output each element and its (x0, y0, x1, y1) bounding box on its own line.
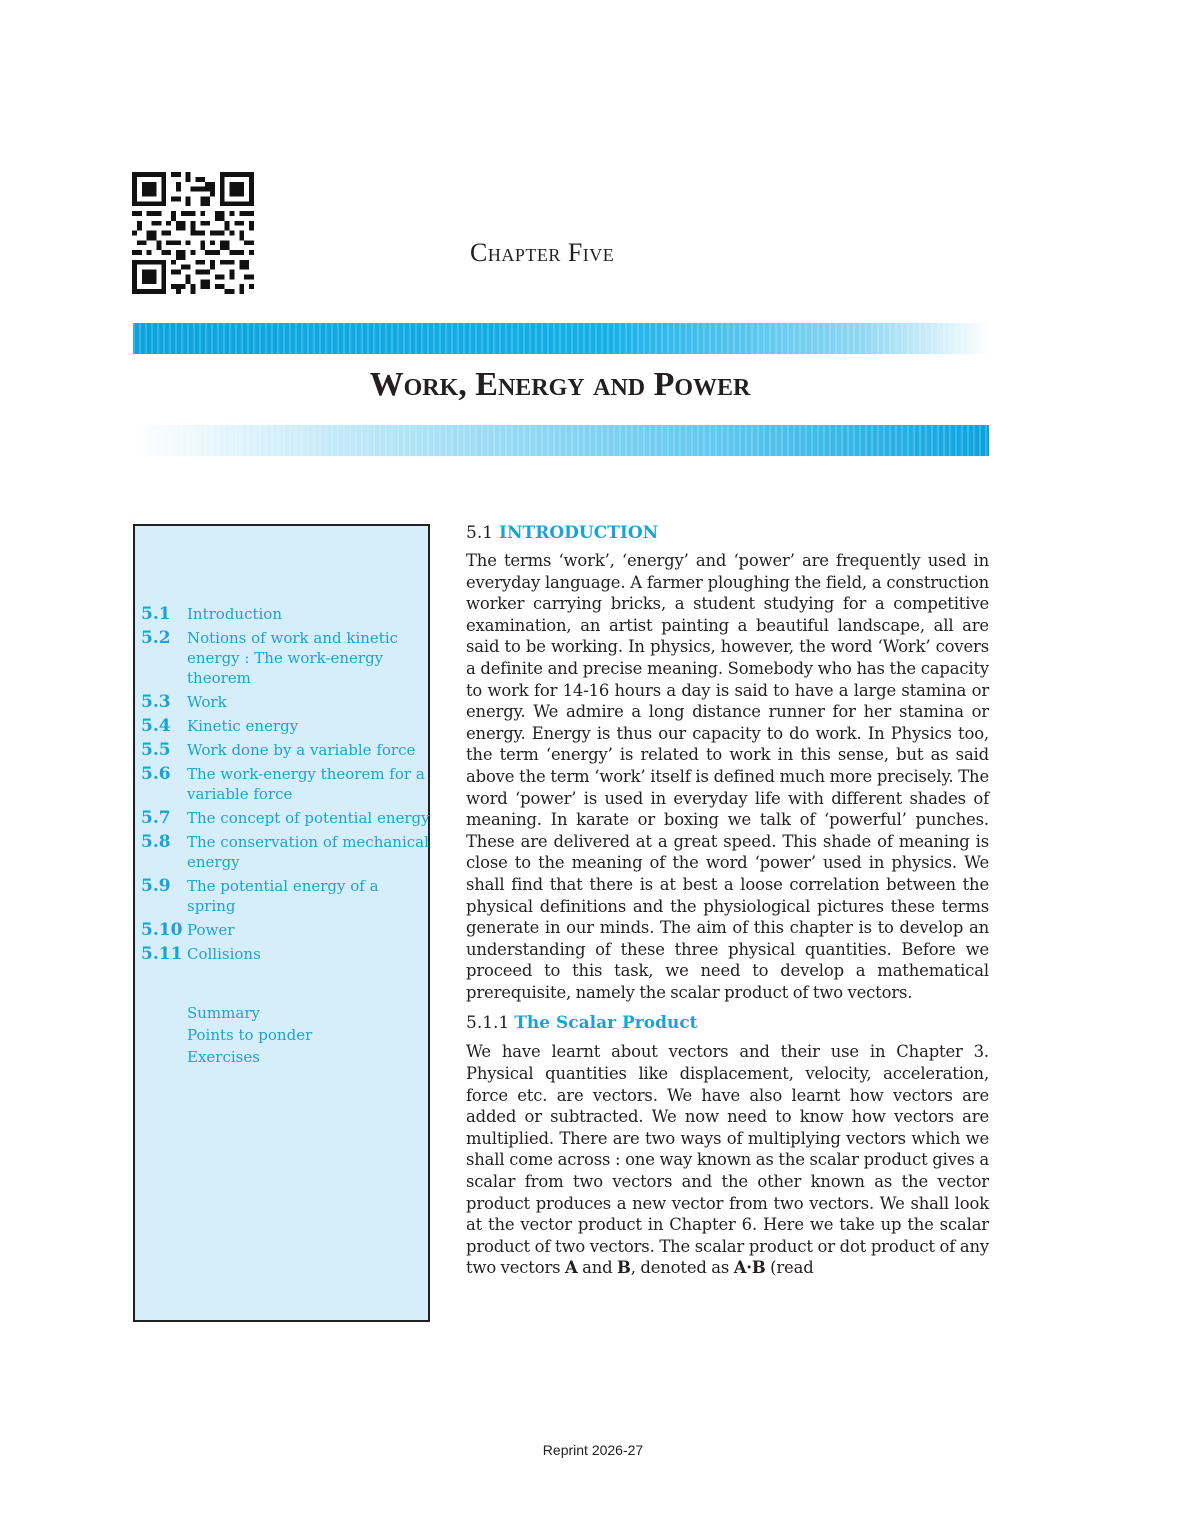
section-heading (466, 522, 989, 544)
contents-item-number: 5.5 (141, 740, 171, 760)
subsection-heading (466, 1012, 989, 1034)
contents-item-number: 5.9 (141, 876, 171, 896)
section-number: 5.1 (466, 523, 494, 543)
contents-list (141, 604, 431, 968)
chapter-label: Chapter Five (470, 238, 615, 267)
vector-a-symbol: A (564, 1258, 578, 1278)
chapter-title: Work, Energy and Power (369, 366, 751, 403)
contents-item (141, 876, 431, 916)
contents-item-title: The work-energy theorem for a variable force (187, 765, 425, 803)
contents-item-title: The potential energy of a spring (187, 877, 379, 915)
denoted-as-text: , denoted as (630, 1258, 734, 1278)
contents-exercises: Exercises (187, 1048, 260, 1066)
scalar-product-paragraph (466, 1041, 989, 1279)
main-text-column (466, 522, 989, 1279)
contents-item (141, 716, 431, 736)
contents-item-title: Collisions (187, 945, 261, 963)
contents-item-title: The concept of potential energy (187, 809, 430, 827)
contents-item-number: 5.11 (141, 944, 183, 964)
contents-item-number: 5.8 (141, 832, 171, 852)
vector-b-symbol: B (617, 1258, 631, 1278)
contents-item (141, 832, 431, 872)
decorative-band-top (133, 323, 990, 354)
contents-item (141, 628, 431, 688)
contents-item-title: Introduction (187, 605, 282, 623)
contents-item-title: Power (187, 921, 235, 939)
decorative-band-bottom (133, 425, 989, 456)
contents-item-number: 5.4 (141, 716, 171, 736)
subsection-number: 5.1.1 (466, 1013, 510, 1034)
contents-item-number: 5.3 (141, 692, 171, 712)
contents-item (141, 764, 431, 804)
contents-item-title: Work done by a variable force (187, 741, 416, 759)
contents-item-title: Work (187, 693, 227, 711)
dot-product-expression: A·B (733, 1258, 766, 1278)
and-text: and (577, 1258, 618, 1278)
reprint-footer: Reprint 2026-27 (542, 1442, 644, 1458)
intro-paragraph: The terms ‘work’, ‘energy’ and ‘power’ are frequently used in everyday language. A farmer ploughing the field, a construction worker carrying bricks, a student studying for a competitive examination, an artist painting a beautiful landscape, all are said to be working. In physics, however, the word ‘Work’ covers a definite and precise meaning. Somebody who has the capacity to work for 14-16 hours a day is said to have a large stamina or energy. We admire a long distance runner for her stamina or energy. Energy is thus our capacity to do work. In Physics too, the term ‘energy’ is related to work in this sense, but as said above the term ‘work’ itself is defined much more precisely. The word ‘power’ is used in everyday life with different shades of meaning. In karate or boxing we talk of ‘powerful’ punches. These are delivered at a great speed. This shade of meaning is close to the meaning of the word ‘power’ used in physics. We shall find that there is at best a loose correlation between the physical definitions and the physiological pictures these terms generate in our minds. The aim of this chapter is to develop an understanding of these three physical quantities. Before we proceed to this task, we need to develop a mathematical prerequisite, namely the scalar product of two vectors. (466, 551, 989, 1002)
contents-item-number: 5.6 (141, 764, 171, 784)
contents-item-number: 5.1 (141, 604, 171, 624)
contents-item-number: 5.2 (141, 628, 171, 648)
chapter-contents-box (133, 524, 430, 1322)
contents-points-to-ponder: Points to ponder (187, 1026, 313, 1044)
contents-item (141, 692, 431, 712)
scalar-product-text: We have learnt about vectors and their use in Chapter 3. Physical quantities like displacement, velocity, acceleration, force etc. are vectors. We have also learnt how vectors are added or subtracted. We now need to know how vectors are multiplied. There are two ways of multiplying vectors which we shall come across : one way known as the scalar product gives a scalar from two vectors and the other known as the vector product produces a new vector from two vectors. We shall look at the vector product in Chapter 6. Here we take up the scalar product of two vectors. The scalar product or dot product of any two vectors (466, 1042, 989, 1278)
subsection-title: The Scalar Product (514, 1013, 698, 1034)
qr-code (132, 172, 254, 294)
contents-item (141, 944, 431, 964)
read-tail-text: (read (765, 1258, 814, 1278)
contents-item-number: 5.7 (141, 808, 171, 828)
contents-item-title: The conservation of mechanical energy (187, 833, 429, 871)
contents-item-title: Kinetic energy (187, 717, 299, 735)
section-title: INTRODUCTION (499, 523, 659, 543)
contents-item-number: 5.10 (141, 920, 183, 940)
contents-item (141, 604, 431, 624)
contents-item (141, 920, 431, 940)
contents-item (141, 808, 431, 828)
contents-summary: Summary (187, 1004, 260, 1022)
contents-item (141, 740, 431, 760)
contents-extras (135, 1002, 312, 1068)
contents-item-title: Notions of work and kinetic energy : The work-energy theorem (187, 629, 399, 687)
